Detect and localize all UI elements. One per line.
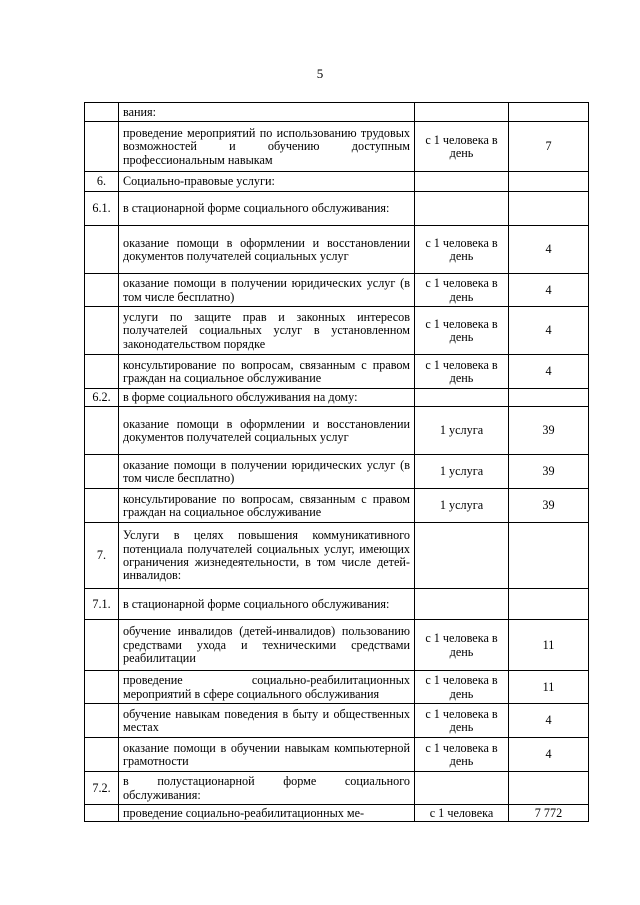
service-description: услуги по защите прав и законных интересов получателей социальных услуг в установленном законодательством порядке xyxy=(119,307,415,355)
row-number: 7.1. xyxy=(85,589,119,620)
unit-of-measure xyxy=(415,523,509,589)
service-description: оказание помощи в получении юридических услуг (в том числе бесплатно) xyxy=(119,455,415,489)
table-row xyxy=(85,671,589,704)
service-description: оказание помощи в оформлении и восстановлении документов получателей социальных услуг xyxy=(119,407,415,455)
row-number xyxy=(85,738,119,772)
unit-of-measure: с 1 человека в день xyxy=(415,122,509,172)
table-row xyxy=(85,103,589,122)
unit-of-measure: с 1 человека в день xyxy=(415,620,509,671)
table-row xyxy=(85,274,589,307)
unit-of-measure xyxy=(415,389,509,407)
table-row xyxy=(85,738,589,772)
table-row xyxy=(85,389,589,407)
services-table xyxy=(84,102,589,822)
row-number: 6. xyxy=(85,172,119,192)
service-value: 4 xyxy=(509,226,589,274)
unit-of-measure: с 1 человека в день xyxy=(415,274,509,307)
row-number xyxy=(85,274,119,307)
service-description: консультирование по вопросам, связанным с правом граждан на социальное обслуживание xyxy=(119,355,415,389)
unit-of-measure xyxy=(415,772,509,805)
unit-of-measure xyxy=(415,192,509,226)
service-value: 4 xyxy=(509,307,589,355)
service-description: вания: xyxy=(119,103,415,122)
service-value: 4 xyxy=(509,355,589,389)
row-number xyxy=(85,455,119,489)
unit-of-measure: с 1 человека в день xyxy=(415,355,509,389)
service-value: 39 xyxy=(509,455,589,489)
unit-of-measure: с 1 человека xyxy=(415,805,509,822)
service-value xyxy=(509,523,589,589)
row-number xyxy=(85,805,119,822)
unit-of-measure xyxy=(415,103,509,122)
table-row xyxy=(85,772,589,805)
row-number xyxy=(85,489,119,523)
row-number xyxy=(85,226,119,274)
service-description: в полустационарной форме социального обслуживания: xyxy=(119,772,415,805)
service-value: 11 xyxy=(509,671,589,704)
service-description: обучение инвалидов (детей-инвалидов) пользованию средствами ухода и техническими средствами реабилитации xyxy=(119,620,415,671)
table-row xyxy=(85,805,589,822)
unit-of-measure: с 1 человека в день xyxy=(415,226,509,274)
service-description: оказание помощи в обучении навыкам компьютерной грамотности xyxy=(119,738,415,772)
service-value xyxy=(509,172,589,192)
unit-of-measure: с 1 человека в день xyxy=(415,704,509,738)
table-row xyxy=(85,172,589,192)
table-row xyxy=(85,455,589,489)
service-value xyxy=(509,589,589,620)
row-number: 7. xyxy=(85,523,119,589)
unit-of-measure xyxy=(415,589,509,620)
table-row xyxy=(85,192,589,226)
service-value xyxy=(509,103,589,122)
service-value: 11 xyxy=(509,620,589,671)
unit-of-measure: 1 услуга xyxy=(415,407,509,455)
row-number xyxy=(85,620,119,671)
row-number: 6.2. xyxy=(85,389,119,407)
row-number xyxy=(85,671,119,704)
row-number xyxy=(85,704,119,738)
table-row xyxy=(85,620,589,671)
service-value xyxy=(509,389,589,407)
table-row xyxy=(85,226,589,274)
row-number: 7.2. xyxy=(85,772,119,805)
row-number xyxy=(85,355,119,389)
table-row xyxy=(85,122,589,172)
page-number: 5 xyxy=(316,66,324,81)
service-description: проведение социально-реабилитационных мероприятий в сфере социального обслуживания xyxy=(119,671,415,704)
table-row xyxy=(85,407,589,455)
service-value: 4 xyxy=(509,704,589,738)
service-description: оказание помощи в получении юридических услуг (в том числе бесплатно) xyxy=(119,274,415,307)
service-value: 4 xyxy=(509,738,589,772)
service-description: в форме социального обслуживания на дому: xyxy=(119,389,415,407)
service-description: в стационарной форме социального обслуживания: xyxy=(119,589,415,620)
service-description: Социально-правовые услуги: xyxy=(119,172,415,192)
unit-of-measure: 1 услуга xyxy=(415,489,509,523)
table-row xyxy=(85,523,589,589)
service-description: консультирование по вопросам, связанным с правом граждан на социальное обслуживание xyxy=(119,489,415,523)
row-number xyxy=(85,122,119,172)
service-value xyxy=(509,772,589,805)
service-value: 39 xyxy=(509,489,589,523)
service-value: 7 772 xyxy=(509,805,589,822)
unit-of-measure xyxy=(415,172,509,192)
service-description: обучение навыкам поведения в быту и общественных местах xyxy=(119,704,415,738)
table-row xyxy=(85,489,589,523)
service-value xyxy=(509,192,589,226)
service-description: проведение социально-реабилитационных ме- xyxy=(119,805,415,822)
service-description: Услуги в целях повышения коммуникативного потенциала получателей социальных услуг, имеющих ограничения жизнедеятельности, в том числе детей-инвалидов: xyxy=(119,523,415,589)
table-row xyxy=(85,355,589,389)
service-value: 39 xyxy=(509,407,589,455)
service-description: в стационарной форме социального обслуживания: xyxy=(119,192,415,226)
unit-of-measure: с 1 человека в день xyxy=(415,307,509,355)
table-row xyxy=(85,704,589,738)
row-number xyxy=(85,103,119,122)
table-row xyxy=(85,589,589,620)
service-value: 7 xyxy=(509,122,589,172)
service-value: 4 xyxy=(509,274,589,307)
service-description: оказание помощи в оформлении и восстановлении документов получателей социальных услуг xyxy=(119,226,415,274)
table-row xyxy=(85,307,589,355)
unit-of-measure: с 1 человека в день xyxy=(415,671,509,704)
row-number xyxy=(85,407,119,455)
service-description: проведение мероприятий по использованию трудовых возможностей и обучению доступным профессиональным навыкам xyxy=(119,122,415,172)
row-number xyxy=(85,307,119,355)
unit-of-measure: 1 услуга xyxy=(415,455,509,489)
row-number: 6.1. xyxy=(85,192,119,226)
unit-of-measure: с 1 человека в день xyxy=(415,738,509,772)
